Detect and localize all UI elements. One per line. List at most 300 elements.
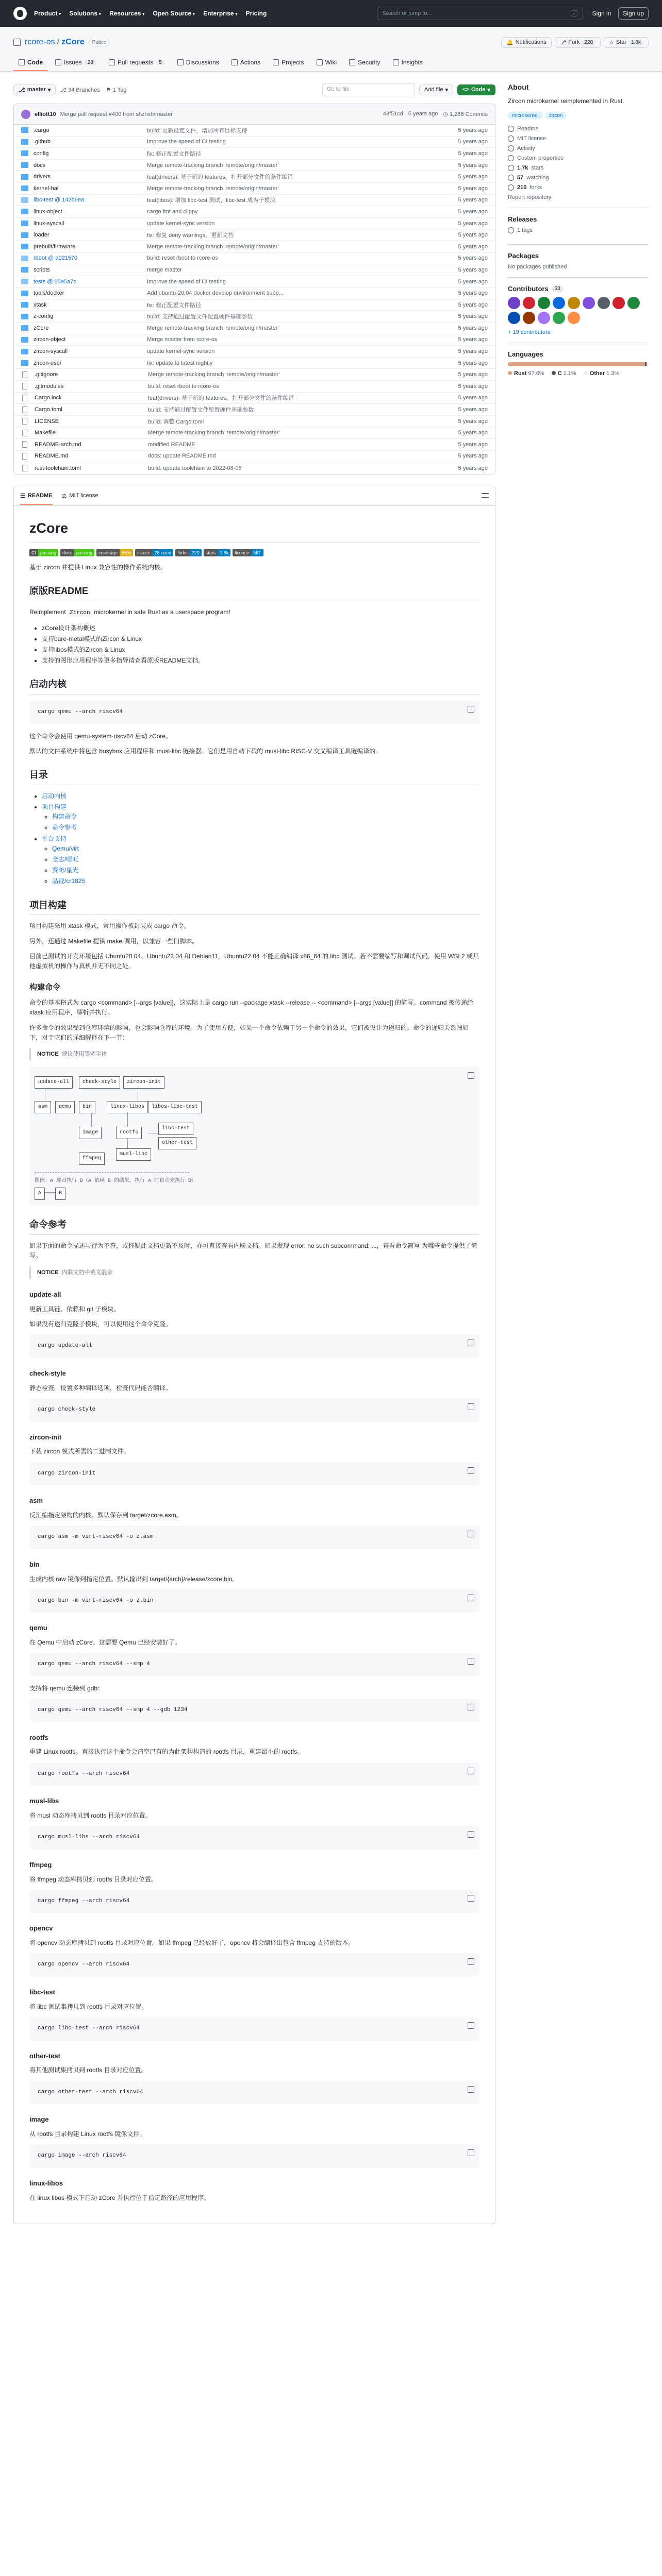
file-row[interactable] (14, 451, 495, 463)
watchers-link[interactable] (508, 175, 649, 181)
contributor-avatar[interactable] (508, 312, 520, 324)
copy-icon[interactable] (468, 1595, 474, 1601)
folder-icon (21, 221, 28, 226)
tab-security[interactable] (344, 55, 385, 71)
readme-title: zCore (29, 517, 479, 543)
star-label: Star (616, 39, 627, 45)
file-name-link[interactable]: zircon-user (34, 360, 62, 366)
tags-count-link[interactable] (508, 227, 649, 233)
file-row[interactable] (14, 195, 495, 207)
nav-item-product[interactable]: Product ▾ (34, 10, 61, 17)
language-item[interactable] (584, 370, 619, 377)
file-name-link[interactable]: zCore (34, 325, 49, 331)
contributor-avatar[interactable] (613, 297, 625, 309)
license-link[interactable] (508, 135, 649, 142)
command-code-block (29, 1953, 479, 1977)
file-name-link[interactable]: libc-test @ 142b6ea (34, 197, 85, 204)
file-age: 5 years ago (458, 208, 488, 215)
copy-icon[interactable] (468, 1895, 474, 1902)
commit-message[interactable]: Merge pull request #400 from shzhxh/master (60, 111, 173, 117)
license-tab[interactable]: ⚖ MIT license (61, 493, 98, 499)
tab-label: Discussions (186, 59, 219, 66)
outline-icon[interactable] (482, 493, 489, 498)
contributor-avatars (508, 297, 649, 324)
tab-projects[interactable] (268, 55, 309, 71)
folder-icon (21, 185, 28, 191)
contributor-avatar[interactable] (508, 297, 520, 309)
folder-icon (21, 291, 28, 296)
file-row[interactable] (14, 381, 495, 393)
build-text-1: 项目构建采用 xtask 模式，常用操作被封装成 cargo 命令。 (29, 922, 190, 930)
language-list (508, 370, 649, 377)
file-age: 5 years ago (458, 325, 488, 331)
contributor-avatar[interactable] (538, 312, 550, 324)
badge-issues[interactable] (135, 549, 173, 556)
file-row[interactable] (14, 358, 495, 369)
badge-value: 1.8k (218, 549, 230, 556)
toc-link[interactable]: Qemu/virt (52, 844, 79, 852)
command-description: 在 Qemu 中启动 zCore。这需要 Qemu 已经安装好了。 (29, 1639, 181, 1647)
file-commit-message[interactable]: Add ubuntu-20.04 docker develop environment supp... (147, 290, 284, 297)
tab-code[interactable] (13, 55, 48, 71)
file-name-link[interactable]: drivers (34, 174, 51, 180)
file-name-link[interactable]: config (34, 150, 49, 157)
nav-item-resources[interactable]: Resources ▾ (109, 10, 144, 17)
contributor-avatar[interactable] (553, 312, 565, 324)
file-row[interactable] (14, 206, 495, 218)
command-description: 从 rootfs 目录构建 Linux rootfs 镜像文件。 (29, 2130, 146, 2138)
fork-count: 220 (582, 40, 595, 45)
file-commit-message[interactable]: Merge remote-tracking branch 'remote/origin/master' (147, 162, 279, 168)
feature-item: • zCore设计架构概述 (42, 623, 479, 633)
file-commit-message[interactable]: build: reset rboot to rcore-os (148, 383, 219, 389)
toc-link[interactable]: 平台支持 (42, 835, 67, 842)
file-row[interactable] (14, 404, 495, 416)
command-code-text: cargo libc-test --arch riscv64 (38, 2025, 140, 2031)
file-row[interactable] (14, 171, 495, 183)
file-name-link[interactable]: Cargo.toml (35, 406, 62, 413)
file-commit-message[interactable]: feat(libos): 增加 libc-test 测试，libc-test 成为子模块 (147, 197, 276, 204)
forks-link[interactable] (508, 184, 649, 191)
language-bar (508, 362, 649, 366)
insights-icon (393, 59, 399, 65)
diagram-legend-arrow (45, 1192, 55, 1193)
file-row[interactable] (14, 276, 495, 288)
notifications-button[interactable]: 🔔 Notifications (501, 37, 552, 48)
copy-icon[interactable] (468, 1768, 474, 1774)
file-row[interactable] (14, 311, 495, 323)
language-item[interactable] (552, 370, 576, 377)
diagram-node-asm: asm (35, 1101, 51, 1113)
author-avatar[interactable] (21, 110, 30, 119)
file-name-link[interactable]: Makefile (35, 430, 56, 436)
main-column (13, 83, 495, 2224)
file-age: 5 years ago (458, 150, 488, 157)
tab-label: Projects (282, 59, 304, 66)
tab-wiki[interactable] (311, 55, 342, 71)
file-commit-message[interactable]: modified README (148, 441, 195, 448)
report-label: Report repository (508, 194, 552, 200)
releases-title[interactable]: Releases (508, 215, 537, 223)
file-name-link[interactable]: rboot @ a021570 (34, 255, 78, 262)
security-icon (349, 59, 355, 65)
file-commit-message[interactable]: build: 支持通过配置文件配置硬件基础参数 (148, 407, 254, 414)
diagram-node-libos-libc-test: libos-libc-test (148, 1101, 202, 1113)
command-heading-asm: asm (29, 1497, 43, 1505)
toc-link[interactable]: 命令参考 (52, 824, 77, 832)
file-name-link[interactable]: linux-syscall (34, 220, 64, 227)
tab-label: Code (27, 59, 43, 66)
copy-icon[interactable] (468, 1340, 474, 1346)
commits-link[interactable]: ◷ 1,286 Commits (443, 111, 488, 117)
file-name-link[interactable]: .github (34, 139, 51, 145)
file-commit-message[interactable]: Merge remote-tracking branch 'remote/origin/master' (148, 371, 280, 378)
command-code-block (29, 1653, 479, 1676)
file-commit-message[interactable]: Merge remote-tracking branch 'remote/origin/master' (147, 325, 279, 331)
contributor-avatar[interactable] (598, 297, 610, 309)
file-row[interactable] (14, 369, 495, 381)
command-description: 将 opencv 动态库拷贝到 rootfs 目录对应位置。如果 ffmpeg 已经放好了，opencv 将会编译出包含 ffmpeg 支持的版本。 (29, 1939, 355, 1947)
file-row[interactable] (14, 416, 495, 428)
code-button[interactable]: <> Code ▾ (457, 84, 495, 95)
notice-monospace (29, 1048, 479, 1061)
file-row[interactable] (14, 439, 495, 451)
file-name-link[interactable]: kernel-hal (34, 185, 59, 192)
file-name-link[interactable]: prebuilt/firmware (34, 243, 76, 250)
copy-icon[interactable] (468, 1658, 474, 1665)
file-name-link[interactable]: linux-object (34, 208, 62, 215)
file-age: 5 years ago (458, 360, 488, 366)
command-code-text: cargo qemu --arch riscv64 --smp 4 (38, 1661, 150, 1668)
file-commit-message[interactable]: feat(drivers): 基于新的 features，打开部分文件的条件编译 (148, 395, 294, 402)
copy-icon[interactable] (468, 1531, 474, 1537)
file-name-link[interactable]: xtask (34, 301, 47, 308)
file-toolbar (13, 83, 495, 96)
readme-tab-label: README (27, 493, 53, 499)
file-icon (22, 395, 27, 401)
file-row[interactable] (14, 241, 495, 253)
copy-icon[interactable] (468, 1831, 474, 1838)
start-text-1: 这个命令会使用 qemu-system-riscv64 启动 zCore。 (29, 732, 172, 740)
file-commit-message[interactable]: Improve the speed of CI testing (147, 139, 226, 145)
commit-author[interactable]: elliott10 (35, 111, 56, 117)
sign-in-link[interactable]: Sign in (592, 10, 611, 17)
heading-build: 项目构建 (29, 898, 479, 916)
heading-reference: 命令参考 (29, 1217, 479, 1235)
diagram-node-ffmpeg: ffmpeg (79, 1153, 105, 1165)
command-code-block (29, 1826, 479, 1850)
custom-properties-link[interactable] (508, 155, 649, 161)
forks-label: forks (529, 184, 542, 191)
copy-icon[interactable] (468, 2086, 474, 2093)
file-commit-message[interactable]: fix: update to latest nightly (147, 360, 213, 366)
more-contributors-link[interactable]: + 19 contributors (508, 329, 551, 335)
folder-icon (21, 127, 28, 133)
notice2-text: 内联文档中英文混杂 (61, 1269, 113, 1276)
toc-link[interactable]: 启动内核 (42, 792, 67, 800)
file-icon (22, 371, 27, 378)
contributor-avatar[interactable] (627, 297, 640, 309)
contributor-avatar[interactable] (523, 312, 535, 324)
commits-count: 1,286 Commits (450, 111, 488, 117)
contributors-count: 33 (552, 286, 564, 292)
contributor-avatar[interactable] (568, 312, 580, 324)
topic-tag[interactable]: microkernel (508, 112, 543, 120)
folder-icon (21, 244, 28, 249)
command-code-text: cargo check-style (38, 1406, 96, 1413)
contributor-avatar[interactable] (583, 297, 595, 309)
file-row[interactable] (14, 160, 495, 172)
file-name-link[interactable]: .gitignore (35, 371, 58, 378)
file-commit-message[interactable]: fix: 修正配置文件路径 (147, 150, 202, 157)
file-row[interactable] (14, 218, 495, 230)
issues-icon (55, 59, 61, 65)
toc-link[interactable]: 项目构建 (42, 803, 67, 811)
tags-link[interactable]: ⚑ 1 Tag (106, 87, 127, 93)
readme-tab[interactable]: ☰ README (20, 487, 53, 505)
forks-count: 210 (517, 184, 527, 191)
contributor-avatar[interactable] (553, 297, 565, 309)
file-name-link[interactable]: scripts (34, 266, 50, 273)
nav-item-solutions[interactable]: Solutions ▾ (69, 10, 101, 17)
packages-title[interactable]: Packages (508, 252, 539, 260)
file-commit-message[interactable]: fix: 修复 deny warnings，更新文档 (147, 232, 234, 239)
file-row[interactable] (14, 299, 495, 311)
file-commit-message[interactable]: merge master (147, 266, 182, 273)
file-name-link[interactable]: rust-toolchain.toml (35, 465, 81, 471)
toc-link[interactable]: 全志/哪吒 (52, 856, 79, 863)
file-commit-message[interactable]: Merge remote-tracking branch 'remote/origin/master' (148, 430, 280, 436)
badge-stars[interactable] (204, 549, 231, 556)
command-heading-zircon-init: zircon-init (29, 1433, 62, 1441)
file-name-link[interactable]: Cargo.lock (35, 395, 62, 401)
diagram-node-qemu: qemu (55, 1101, 75, 1113)
submodule-icon (21, 256, 28, 261)
tab-label: Wiki (325, 59, 337, 66)
file-name-link[interactable]: zircon-syscall (34, 348, 68, 355)
language-item[interactable] (508, 370, 544, 377)
file-age: 5 years ago (458, 418, 488, 425)
language-name: C (557, 370, 562, 377)
contributors-section (508, 277, 649, 343)
file-icon (22, 383, 27, 389)
file-commit-message[interactable]: build: 支持通过配置文件配置硬件基础参数 (147, 314, 253, 320)
file-row[interactable] (14, 253, 495, 265)
copy-icon[interactable] (468, 1467, 474, 1474)
topic-tag[interactable]: zircon (545, 112, 567, 120)
submodule-icon (21, 197, 28, 203)
toc-link[interactable]: 晶视/cr1825 (52, 877, 86, 885)
copy-icon[interactable] (468, 1072, 474, 1079)
command-code-block (29, 1699, 479, 1722)
copy-icon[interactable] (468, 706, 474, 713)
file-age: 5 years ago (458, 232, 488, 239)
folder-icon (21, 302, 28, 308)
projects-icon (273, 59, 279, 65)
tab-pull-requests[interactable] (104, 55, 170, 71)
copy-icon[interactable] (468, 1704, 474, 1710)
file-commit-message[interactable]: Merge remote-tracking branch 'remote/origin/master' (147, 185, 279, 192)
tab-issues[interactable] (50, 55, 102, 71)
reference-text: 如果下面的命令描述与行为不符，或怀疑此文档更新不及时，亦可直接查看内联文档。如果发现 error: no such subcommand: ...，查看命令简写 为哪些命令提供了简写。 (29, 1242, 477, 1260)
folder-icon (21, 314, 28, 319)
file-name-link[interactable]: docs (34, 162, 46, 168)
branch-select[interactable]: ⎇ master ▾ (13, 84, 56, 95)
readme-link[interactable] (508, 126, 649, 132)
about-description: Zircon microkernel reimplemented in Rust. (508, 97, 624, 105)
file-commit-message[interactable]: fix: 修正配置文件路径 (147, 302, 202, 309)
file-age: 5 years ago (458, 430, 488, 436)
contributor-avatar[interactable] (523, 297, 535, 309)
branches-link[interactable]: ⎇ 34 Branches (60, 87, 100, 93)
feature-item: • 支持的图形应用程序等更多指导请查看原版README文档。 (42, 656, 479, 666)
watching-label: watching (526, 175, 549, 181)
add-file-button[interactable]: Add file ▾ (419, 84, 453, 95)
go-to-file-input[interactable] (322, 83, 415, 96)
badge-forks[interactable] (175, 549, 202, 556)
file-commit-message[interactable]: build: reset rboot to rcore-os (147, 255, 218, 262)
file-row[interactable] (14, 229, 495, 241)
readme-intro: 基于 zircon 并提供 Linux 兼容性的操作系统内核。 (29, 564, 167, 571)
file-row[interactable] (14, 125, 495, 137)
diagram-node-image: image (79, 1127, 102, 1139)
command-code-block (29, 1526, 479, 1549)
toc-item (52, 844, 479, 854)
tab-insights[interactable] (388, 55, 428, 71)
file-commit-message[interactable]: Merge master from rcore-os (147, 336, 218, 343)
copy-icon[interactable] (468, 1403, 474, 1410)
file-commit-message[interactable]: feat(drivers): 基于新的 features，打开部分文件的条件编译 (147, 174, 293, 181)
badge-coverage[interactable] (96, 549, 133, 556)
sign-up-button[interactable]: Sign up (618, 7, 649, 20)
nav-item-enterprise[interactable]: Enterprise ▾ (203, 10, 237, 17)
file-name-link[interactable]: .cargo (34, 127, 49, 133)
file-commit-message[interactable]: Improve the speed of CI testing (147, 278, 226, 285)
file-row[interactable] (14, 183, 495, 195)
file-name-link[interactable]: .gitmodules (35, 383, 64, 389)
command-code-block (29, 2081, 479, 2105)
activity-link[interactable] (508, 145, 649, 151)
github-logo-icon[interactable] (13, 7, 27, 20)
file-row[interactable] (14, 334, 495, 346)
repo-owner-link[interactable]: rcore-os (25, 38, 55, 46)
command-heading-qemu: qemu (29, 1624, 47, 1632)
file-row[interactable] (14, 462, 495, 474)
nav-item-pricing[interactable]: Pricing (245, 10, 267, 17)
repo-name-link[interactable]: zCore (61, 38, 85, 46)
diagram-node-check-style: check-style (79, 1076, 120, 1089)
nav-item-open-source[interactable]: Open Source ▾ (153, 10, 195, 17)
badge-CI[interactable] (29, 549, 58, 556)
file-commit-message[interactable]: cargo fmt and clippy (147, 208, 198, 215)
file-name-link[interactable]: loader (34, 232, 49, 239)
tab-label: Insights (401, 59, 423, 66)
badge-value: MIT (251, 549, 263, 556)
file-row[interactable] (14, 393, 495, 404)
diagram-edge (127, 1138, 128, 1148)
file-name-link[interactable]: z-config (34, 313, 54, 320)
file-row[interactable] (14, 323, 495, 334)
badge-label: license (233, 549, 251, 556)
file-name-link[interactable]: zircon-object (34, 336, 66, 343)
stars-link[interactable] (508, 165, 649, 171)
contributor-avatar[interactable] (538, 297, 550, 309)
global-search-input[interactable] (377, 7, 583, 20)
stars-label: stars (531, 165, 544, 171)
file-name-link[interactable]: README-arch.md (35, 441, 81, 448)
command-code-text: cargo bin -m virt-riscv64 -o z.bin (38, 1597, 154, 1604)
feature-list (42, 623, 479, 666)
file-commit-message[interactable]: build: 调整 Cargo.toml (148, 418, 204, 425)
file-age: 5 years ago (458, 383, 488, 389)
file-name-link[interactable]: README.md (35, 453, 69, 460)
file-commit-message[interactable]: update kernel-sync version (147, 348, 215, 355)
law-icon (508, 135, 514, 142)
tab-count: 5 (156, 60, 165, 65)
file-row[interactable] (14, 346, 495, 358)
contributors-title[interactable]: Contributors (508, 285, 549, 293)
badge-label: CI (29, 549, 38, 556)
file-commit-message[interactable]: build: 更新设定文件，增加所有目标支持 (147, 127, 247, 134)
file-name-link[interactable]: tools/docker (34, 290, 64, 297)
file-row[interactable] (14, 427, 495, 439)
fork-button[interactable]: ⎇ Fork 220 (555, 37, 601, 48)
file-name-link[interactable]: LICENSE (35, 418, 59, 425)
custom-properties-label: Custom properties (517, 155, 564, 161)
tab-actions[interactable] (226, 55, 266, 71)
toc-item (52, 823, 479, 833)
report-repository-link[interactable] (508, 194, 649, 200)
file-commit-message[interactable]: docs: update README.md (148, 453, 216, 460)
reimplement-pre: Reimplement (29, 608, 68, 616)
code-icon (19, 59, 25, 65)
copy-icon[interactable] (468, 2022, 474, 2029)
file-commit-message[interactable]: update kernel-sync version (147, 220, 215, 227)
fork-icon (508, 184, 514, 191)
command-heading-ffmpeg: ffmpeg (29, 1860, 52, 1869)
toc-link[interactable]: 赛昉/星光 (52, 867, 79, 874)
contributor-avatar[interactable] (568, 297, 580, 309)
folder-icon (21, 150, 28, 156)
copy-icon[interactable] (468, 2149, 474, 2156)
badge-docs[interactable] (60, 549, 94, 556)
command-heading-opencv: opencv (29, 1924, 53, 1933)
toc-link[interactable]: 构建命令 (52, 813, 77, 821)
file-icon (22, 465, 27, 471)
file-commit-message[interactable]: Merge remote-tracking branch 'remote/origin/master' (147, 243, 279, 250)
feature-item: • 支持libos模式的Zircon & Linux (42, 645, 479, 655)
file-row[interactable] (14, 287, 495, 299)
copy-icon[interactable] (468, 1958, 474, 1965)
file-name-link[interactable]: tests @ 85e5a7c (34, 278, 76, 285)
file-row[interactable] (14, 148, 495, 160)
language-bar-segment (508, 362, 645, 366)
folder-icon (21, 360, 28, 366)
file-row[interactable] (14, 137, 495, 148)
commit-hash[interactable]: 43f51cd (383, 111, 403, 117)
command-code-block (29, 1462, 479, 1486)
file-age: 5 years ago (458, 243, 488, 250)
notice1-title: NOTICE (37, 1050, 59, 1057)
file-commit-message[interactable]: build: update toolchain to 2022-08-05 (148, 465, 242, 471)
file-row[interactable] (14, 264, 495, 276)
file-age: 5 years ago (458, 301, 488, 308)
tab-discussions[interactable] (172, 55, 224, 71)
badge-license[interactable] (233, 549, 263, 556)
star-button[interactable]: ☆ Star 1.8k (604, 37, 649, 48)
languages-section (508, 343, 649, 384)
badge-value: 28 open (153, 549, 174, 556)
